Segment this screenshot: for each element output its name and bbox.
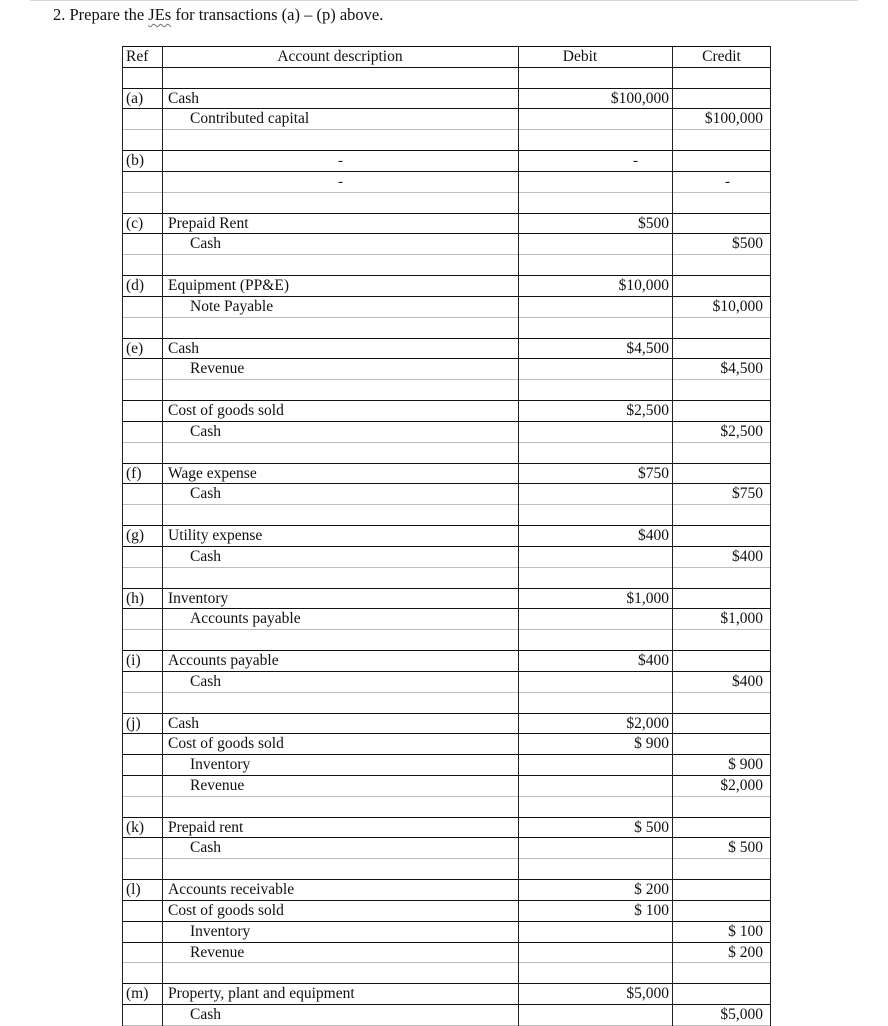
debit-amount: $400 bbox=[638, 652, 669, 670]
spacer-row bbox=[122, 68, 771, 89]
credit-amount: $2,000 bbox=[720, 776, 763, 794]
spacer-row bbox=[122, 630, 771, 651]
table-row bbox=[122, 234, 771, 255]
credit-amount: $ 500 bbox=[728, 839, 763, 857]
account-name: Cash bbox=[168, 714, 199, 732]
debit-amount: $ 100 bbox=[634, 901, 669, 919]
credit-amount: $400 bbox=[732, 547, 763, 565]
account-name: Revenue bbox=[190, 943, 245, 961]
account-name: Inventory bbox=[190, 756, 251, 774]
account-name: - bbox=[338, 153, 343, 170]
heading-jes-spellcheck: JEs bbox=[148, 5, 172, 24]
credit-amount bbox=[672, 401, 771, 421]
table-row bbox=[122, 672, 771, 693]
entry-ref: (h) bbox=[126, 589, 145, 607]
table-row bbox=[122, 89, 771, 110]
debit-amount: $ 500 bbox=[634, 818, 669, 836]
table-row bbox=[122, 464, 771, 485]
account-name: Contributed capital bbox=[190, 110, 310, 128]
table-row bbox=[122, 484, 771, 505]
header-ref: Ref bbox=[126, 48, 149, 65]
table-row bbox=[122, 943, 771, 964]
spacer-row bbox=[122, 193, 771, 214]
table-row bbox=[122, 339, 771, 360]
credit-amount: $2,500 bbox=[720, 422, 763, 440]
debit-amount bbox=[518, 297, 672, 317]
account-name: Inventory bbox=[168, 589, 229, 607]
credit-amount: $ 100 bbox=[728, 922, 763, 940]
journal-entries-table bbox=[122, 46, 771, 1026]
table-row bbox=[122, 547, 771, 568]
debit-amount: $4,500 bbox=[626, 339, 669, 357]
debit-amount: $2,000 bbox=[626, 714, 669, 732]
entry-ref: (d) bbox=[126, 277, 145, 295]
account-name: - bbox=[338, 173, 343, 190]
credit-amount bbox=[672, 89, 771, 109]
credit-amount: $5,000 bbox=[720, 1006, 763, 1024]
credit-amount bbox=[672, 339, 771, 359]
debit-amount bbox=[518, 922, 672, 942]
account-name: Cash bbox=[190, 235, 221, 253]
debit-amount: $100,000 bbox=[610, 89, 669, 107]
account-name: Note Payable bbox=[190, 297, 274, 315]
debit-amount: $10,000 bbox=[618, 277, 669, 295]
credit-amount: $750 bbox=[732, 485, 763, 503]
credit-amount: $4,500 bbox=[720, 360, 763, 378]
debit-amount bbox=[518, 609, 672, 629]
account-name: Prepaid Rent bbox=[168, 214, 249, 232]
credit-amount: $1,000 bbox=[720, 610, 763, 628]
table-row bbox=[122, 172, 771, 193]
table-row bbox=[122, 838, 771, 859]
column-divider-debit bbox=[672, 46, 673, 1026]
table-row bbox=[122, 589, 771, 610]
account-name: Cash bbox=[168, 339, 199, 357]
account-name: Cash bbox=[190, 422, 221, 440]
account-name: Cash bbox=[190, 839, 221, 857]
credit-amount bbox=[672, 714, 771, 734]
debit-amount bbox=[518, 1005, 672, 1025]
account-name: Prepaid rent bbox=[168, 818, 244, 836]
account-name: Revenue bbox=[190, 776, 245, 794]
spacer-row bbox=[122, 318, 771, 339]
spacer-row bbox=[122, 443, 771, 464]
entry-ref: (j) bbox=[126, 714, 141, 732]
debit-amount bbox=[518, 943, 672, 963]
debit-amount bbox=[518, 234, 672, 254]
debit-amount bbox=[518, 484, 672, 504]
debit-amount: $ 900 bbox=[634, 735, 669, 753]
account-name: Accounts payable bbox=[168, 652, 279, 670]
table-row bbox=[122, 401, 771, 422]
account-name: Inventory bbox=[190, 922, 251, 940]
spacer-row bbox=[122, 380, 771, 401]
table-row bbox=[122, 818, 771, 839]
credit-amount: $400 bbox=[732, 672, 763, 690]
header-account-description: Account description bbox=[277, 48, 403, 65]
credit-amount: - bbox=[725, 173, 730, 190]
debit-amount bbox=[518, 838, 672, 858]
column-divider-account bbox=[518, 46, 519, 1026]
account-name: Accounts payable bbox=[190, 610, 301, 628]
table-row bbox=[122, 609, 771, 630]
table-row bbox=[122, 422, 771, 443]
debit-amount: $400 bbox=[638, 527, 669, 545]
account-name: Wage expense bbox=[168, 464, 257, 482]
credit-amount bbox=[672, 651, 771, 671]
table-row bbox=[122, 922, 771, 943]
table-row bbox=[122, 276, 771, 297]
debit-amount: $750 bbox=[638, 464, 669, 482]
account-name: Utility expense bbox=[168, 527, 263, 545]
debit-amount: $5,000 bbox=[626, 985, 669, 1003]
credit-amount: $500 bbox=[732, 235, 763, 253]
spacer-row bbox=[122, 130, 771, 151]
debit-amount bbox=[518, 109, 672, 129]
account-name: Accounts receivable bbox=[168, 881, 295, 899]
debit-amount bbox=[518, 776, 672, 796]
account-name: Property, plant and equipment bbox=[168, 985, 355, 1003]
credit-amount: $100,000 bbox=[704, 110, 763, 128]
account-name: Cash bbox=[190, 1006, 221, 1024]
spacer-row bbox=[122, 505, 771, 526]
debit-amount bbox=[518, 672, 672, 692]
table-row bbox=[122, 901, 771, 922]
column-divider-ref bbox=[162, 46, 163, 1026]
account-name: Revenue bbox=[190, 360, 245, 378]
debit-amount bbox=[518, 422, 672, 442]
table-body bbox=[122, 68, 771, 1026]
table-row bbox=[122, 755, 771, 776]
spacer-row bbox=[122, 797, 771, 818]
table-border-left bbox=[122, 46, 123, 1026]
heading-prefix: 2. Prepare the bbox=[53, 5, 149, 24]
account-name: Cash bbox=[168, 89, 199, 107]
page-top-border bbox=[30, 0, 858, 1]
debit-amount bbox=[518, 755, 672, 775]
credit-amount bbox=[672, 818, 771, 838]
page-heading bbox=[53, 5, 383, 25]
debit-amount bbox=[518, 547, 672, 567]
entry-ref: (i) bbox=[126, 652, 141, 670]
account-name: Cost of goods sold bbox=[168, 901, 284, 919]
entry-ref: (l) bbox=[126, 881, 141, 899]
credit-amount bbox=[672, 276, 771, 296]
header-credit: Credit bbox=[702, 48, 741, 65]
table-row bbox=[122, 734, 771, 755]
credit-amount: $ 200 bbox=[728, 943, 763, 961]
credit-amount bbox=[672, 464, 771, 484]
credit-amount bbox=[672, 214, 771, 234]
spacer-row bbox=[122, 859, 771, 880]
account-name: Equipment (PP&E) bbox=[168, 277, 289, 295]
table-row bbox=[122, 714, 771, 735]
heading-suffix: for transactions (a) – (p) above. bbox=[171, 5, 384, 24]
spacer-row bbox=[122, 963, 771, 984]
credit-amount bbox=[672, 880, 771, 900]
credit-amount bbox=[672, 589, 771, 609]
entry-ref: (k) bbox=[126, 818, 145, 836]
table-row bbox=[122, 151, 771, 172]
table-row bbox=[122, 526, 771, 547]
entry-ref: (m) bbox=[126, 985, 149, 1003]
credit-amount: $10,000 bbox=[712, 297, 763, 315]
table-row bbox=[122, 880, 771, 901]
table-row bbox=[122, 984, 771, 1005]
table-border-right bbox=[770, 46, 771, 1026]
table-row bbox=[122, 214, 771, 235]
table-row bbox=[122, 359, 771, 380]
spacer-row bbox=[122, 693, 771, 714]
entry-ref: (f) bbox=[126, 464, 142, 482]
debit-amount: $2,500 bbox=[626, 402, 669, 420]
account-name: Cost of goods sold bbox=[168, 402, 284, 420]
debit-amount: $500 bbox=[638, 214, 669, 232]
table-row bbox=[122, 651, 771, 672]
debit-amount: $1,000 bbox=[626, 589, 669, 607]
credit-amount bbox=[672, 901, 771, 921]
table-row bbox=[122, 297, 771, 318]
entry-ref: (g) bbox=[126, 527, 145, 545]
debit-amount: $ 200 bbox=[634, 881, 669, 899]
entry-ref: (b) bbox=[126, 152, 145, 170]
table-header-row bbox=[122, 46, 771, 68]
credit-amount bbox=[672, 984, 771, 1004]
credit-amount: $ 900 bbox=[728, 756, 763, 774]
header-debit: Debit bbox=[562, 48, 598, 65]
debit-amount: - bbox=[633, 153, 638, 170]
credit-amount bbox=[672, 526, 771, 546]
table-row bbox=[122, 1005, 771, 1026]
debit-amount bbox=[518, 359, 672, 379]
entry-ref: (a) bbox=[126, 89, 144, 107]
table-row bbox=[122, 776, 771, 797]
entry-ref: (c) bbox=[126, 214, 144, 232]
credit-amount bbox=[672, 734, 771, 754]
account-name: Cost of goods sold bbox=[168, 735, 284, 753]
account-name: Cash bbox=[190, 547, 221, 565]
account-name: Cash bbox=[190, 485, 221, 503]
entry-ref: (e) bbox=[126, 339, 144, 357]
spacer-row bbox=[122, 568, 771, 589]
spacer-row bbox=[122, 255, 771, 276]
account-name: Cash bbox=[190, 672, 221, 690]
table-row bbox=[122, 109, 771, 130]
